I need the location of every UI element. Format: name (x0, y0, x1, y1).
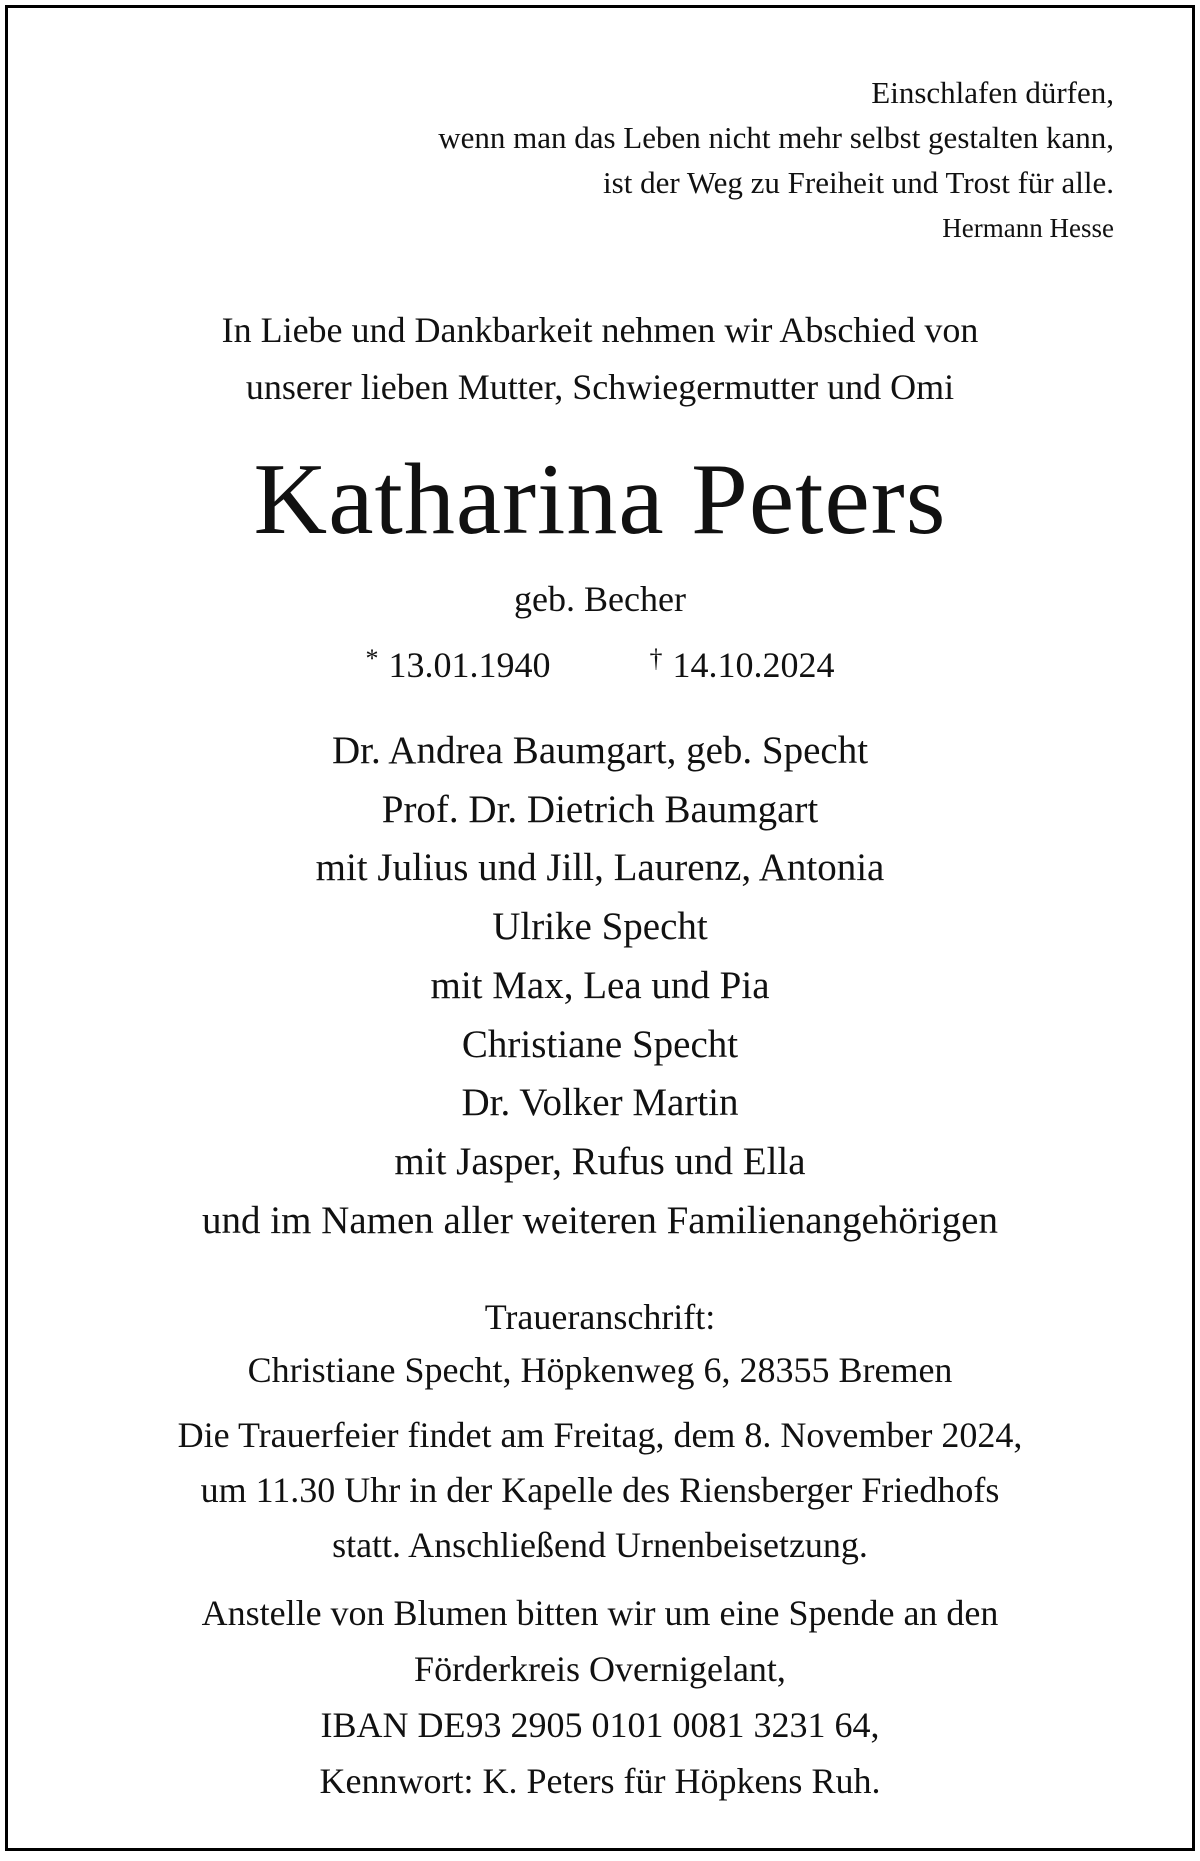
quote-author: Hermann Hesse (942, 213, 1114, 243)
donation-line: Anstelle von Blumen bitten wir um eine Spende an den (201, 1593, 999, 1633)
ceremony-info (8, 1408, 1192, 1573)
intro-line: unserer lieben Mutter, Schwiegermutter und Omi (245, 367, 955, 407)
quote-line: wenn man das Leben nicht mehr selbst gestalten kann, (438, 120, 1114, 155)
family-line: Ulrike Specht (492, 905, 708, 949)
ceremony-line: statt. Anschließend Urnenbeisetzung. (332, 1525, 868, 1565)
family-line: und im Namen aller weiteren Familienangehörigen (202, 1198, 998, 1242)
donation-keyword: Kennwort: K. Peters für Höpkens Ruh. (319, 1761, 881, 1801)
address-value: Christiane Specht, Höpkenweg 6, 28355 Bremen (247, 1350, 953, 1390)
donation-info (8, 1585, 1192, 1809)
birth-star-icon: * (365, 644, 379, 673)
family-list (8, 722, 1192, 1250)
family-line: Dr. Andrea Baumgart, geb. Specht (331, 729, 869, 772)
deceased-name: Katharina Peters (253, 443, 947, 556)
address-label: Traueranschrift: (484, 1297, 716, 1337)
death-date: 14.10.2024 (672, 645, 835, 685)
donation-iban: IBAN DE93 2905 0101 0081 3231 64, (320, 1705, 880, 1745)
family-line: mit Max, Lea und Pia (430, 963, 770, 1007)
birth-date-group (366, 634, 551, 690)
family-line: Dr. Volker Martin (461, 1081, 739, 1125)
family-line: mit Julius und Jill, Laurenz, Antonia (315, 846, 885, 890)
quote-block (438, 70, 1114, 247)
obituary-notice (5, 5, 1195, 1851)
life-dates (8, 634, 1192, 690)
quote-line: ist der Weg zu Freiheit und Trost für alle. (603, 165, 1114, 200)
intro-text (8, 302, 1192, 416)
death-cross-icon: † (649, 644, 663, 673)
birth-date: 13.01.1940 (388, 645, 551, 685)
intro-line: In Liebe und Dankbarkeit nehmen wir Abschied von (221, 310, 979, 350)
mourning-address (8, 1291, 1192, 1397)
family-line: Christiane Specht (461, 1022, 739, 1066)
death-date-group (650, 634, 835, 690)
ceremony-line: Die Trauerfeier findet am Freitag, dem 8. November 2024, (177, 1415, 1023, 1455)
donation-line: Förderkreis Overnigelant, (414, 1649, 786, 1689)
quote-line: Einschlafen dürfen, (871, 75, 1114, 110)
ceremony-line: um 11.30 Uhr in der Kapelle des Riensberger Friedhofs (200, 1470, 1000, 1510)
family-line: mit Jasper, Rufus und Ella (394, 1139, 806, 1183)
maiden-name: geb. Becher (514, 579, 686, 619)
family-line: Prof. Dr. Dietrich Baumgart (381, 787, 819, 831)
